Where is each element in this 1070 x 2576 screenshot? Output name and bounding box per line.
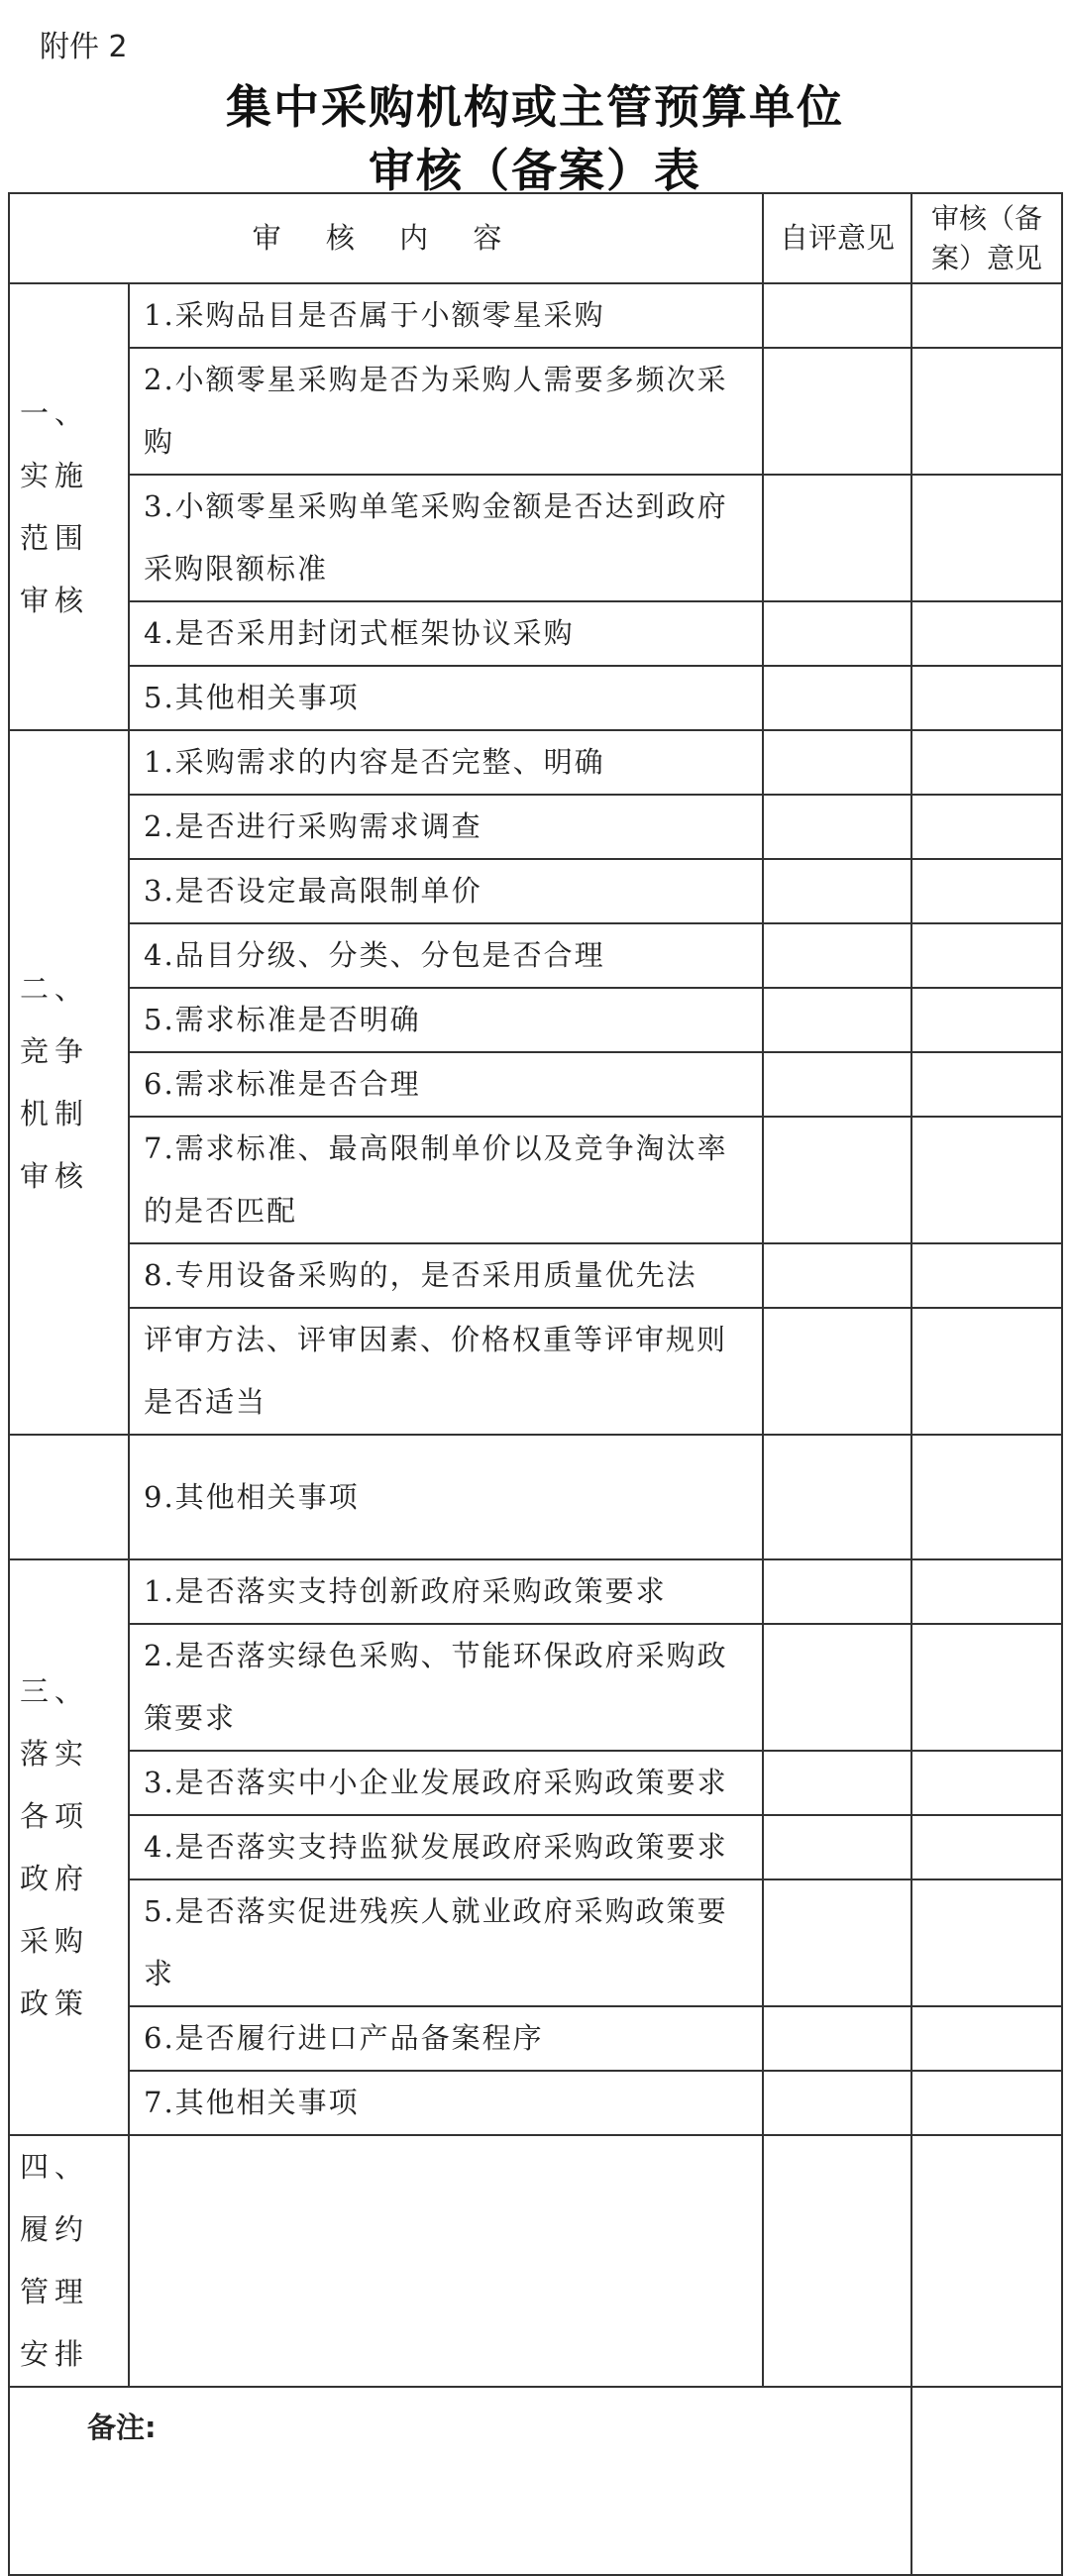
section1-item: 5.其他相关事项	[129, 666, 763, 730]
self-eval-cell	[763, 1308, 911, 1435]
attachment-label: 附件 2	[40, 30, 128, 64]
self-eval-cell	[763, 283, 911, 348]
table-row	[9, 1815, 1062, 1879]
table-header-row	[9, 193, 1062, 283]
notes-review-cell	[911, 2387, 1062, 2575]
table-row	[9, 1308, 1062, 1435]
table-row	[9, 666, 1062, 730]
review-cell	[911, 666, 1062, 730]
table-row	[9, 1435, 1062, 1559]
review-cell	[911, 348, 1062, 475]
self-eval-cell	[763, 1559, 911, 1624]
table-row	[9, 988, 1062, 1052]
section3-item: 2.是否落实绿色采购、节能环保政府采购政策要求	[129, 1624, 763, 1751]
section1-item: 2.小额零星采购是否为采购人需要多频次采购	[129, 348, 763, 475]
review-cell	[911, 2071, 1062, 2135]
section2-item: 5.需求标准是否明确	[129, 988, 763, 1052]
self-eval-cell	[763, 859, 911, 923]
self-eval-cell	[763, 2135, 911, 2387]
section1-item: 4.是否采用封闭式框架协议采购	[129, 601, 763, 666]
self-eval-cell	[763, 988, 911, 1052]
section3-item: 3.是否落实中小企业发展政府采购政策要求	[129, 1751, 763, 1815]
section2-label: 二、竞争机制审核	[9, 730, 129, 1435]
review-cell	[911, 1751, 1062, 1815]
self-eval-cell	[763, 1624, 911, 1751]
review-cell	[911, 1624, 1062, 1751]
notes-label: 备注:	[9, 2387, 911, 2575]
header-review-line1: 审核（备	[930, 201, 1042, 235]
section2-item: 1.采购需求的内容是否完整、明确	[129, 730, 763, 795]
review-cell	[911, 2006, 1062, 2071]
section2-item: 4.品目分级、分类、分包是否合理	[129, 923, 763, 988]
section3-item: 1.是否落实支持创新政府采购政策要求	[129, 1559, 763, 1624]
review-cell	[911, 1308, 1062, 1435]
section1-label: 一、实施范围审核	[9, 283, 129, 730]
section3-item: 7.其他相关事项	[129, 2071, 763, 2135]
review-cell	[911, 1435, 1062, 1559]
table-row	[9, 475, 1062, 601]
section1-item: 1.采购品目是否属于小额零星采购	[129, 283, 763, 348]
self-eval-cell	[763, 1435, 911, 1559]
header-self-eval: 自评意见	[763, 193, 911, 283]
table-row	[9, 923, 1062, 988]
table-row	[9, 2006, 1062, 2071]
self-eval-cell	[763, 795, 911, 859]
self-eval-cell	[763, 666, 911, 730]
review-cell	[911, 795, 1062, 859]
table-row	[9, 1117, 1062, 1243]
notes-row	[9, 2387, 1062, 2575]
review-cell	[911, 1879, 1062, 2006]
table-row	[9, 283, 1062, 348]
review-cell	[911, 1243, 1062, 1308]
self-eval-cell	[763, 1751, 911, 1815]
review-table	[8, 192, 1063, 2576]
header-review-line2: 案）意见	[930, 241, 1042, 274]
section2-item: 3.是否设定最高限制单价	[129, 859, 763, 923]
self-eval-cell	[763, 730, 911, 795]
self-eval-cell	[763, 1052, 911, 1117]
section3-item: 4.是否落实支持监狱发展政府采购政策要求	[129, 1815, 763, 1879]
table-row	[9, 1559, 1062, 1624]
section2-item: 7.需求标准、最高限制单价以及竞争淘汰率的是否匹配	[129, 1117, 763, 1243]
review-cell	[911, 601, 1062, 666]
section1-item: 3.小额零星采购单笔采购金额是否达到政府采购限额标准	[129, 475, 763, 601]
table-row	[9, 2071, 1062, 2135]
self-eval-cell	[763, 923, 911, 988]
section2-item: 6.需求标准是否合理	[129, 1052, 763, 1117]
self-eval-cell	[763, 348, 911, 475]
section2-item: 2.是否进行采购需求调查	[129, 795, 763, 859]
review-cell	[911, 283, 1062, 348]
review-cell	[911, 2135, 1062, 2387]
document-title-line1: 集中采购机构或主管预算单位	[226, 80, 844, 134]
header-content: 审 核 内 容	[9, 193, 763, 283]
review-cell	[911, 1117, 1062, 1243]
table-row	[9, 795, 1062, 859]
table-row	[9, 730, 1062, 795]
document-title-line2: 审核（备案）表	[369, 144, 701, 197]
table-row	[9, 2135, 1062, 2387]
table-row	[9, 601, 1062, 666]
self-eval-cell	[763, 1243, 911, 1308]
header-review	[911, 193, 1062, 283]
review-cell	[911, 1559, 1062, 1624]
self-eval-cell	[763, 2071, 911, 2135]
review-cell	[911, 475, 1062, 601]
review-cell	[911, 988, 1062, 1052]
self-eval-cell	[763, 601, 911, 666]
table-row	[9, 1624, 1062, 1751]
self-eval-cell	[763, 1879, 911, 2006]
section2-item: 评审方法、评审因素、价格权重等评审规则是否适当	[129, 1308, 763, 1435]
table-row	[9, 348, 1062, 475]
self-eval-cell	[763, 475, 911, 601]
table-row	[9, 1879, 1062, 2006]
empty-content-cell	[129, 2135, 763, 2387]
review-cell	[911, 1815, 1062, 1879]
section2-item: 8.专用设备采购的，是否采用质量优先法	[129, 1243, 763, 1308]
table-row	[9, 1052, 1062, 1117]
section3-item: 6.是否履行进口产品备案程序	[129, 2006, 763, 2071]
table-row	[9, 1243, 1062, 1308]
self-eval-cell	[763, 1815, 911, 1879]
empty-label-cell	[9, 1435, 129, 1559]
review-cell	[911, 923, 1062, 988]
self-eval-cell	[763, 1117, 911, 1243]
table-row	[9, 1751, 1062, 1815]
section3-label: 三、落实各项政府采购政策	[9, 1559, 129, 2135]
review-cell	[911, 859, 1062, 923]
review-cell	[911, 1052, 1062, 1117]
table-row	[9, 859, 1062, 923]
section2-item: 9.其他相关事项	[129, 1435, 763, 1559]
section4-label: 四、履约管理安排	[9, 2135, 129, 2387]
self-eval-cell	[763, 2006, 911, 2071]
review-cell	[911, 730, 1062, 795]
section3-item: 5.是否落实促进残疾人就业政府采购政策要求	[129, 1879, 763, 2006]
